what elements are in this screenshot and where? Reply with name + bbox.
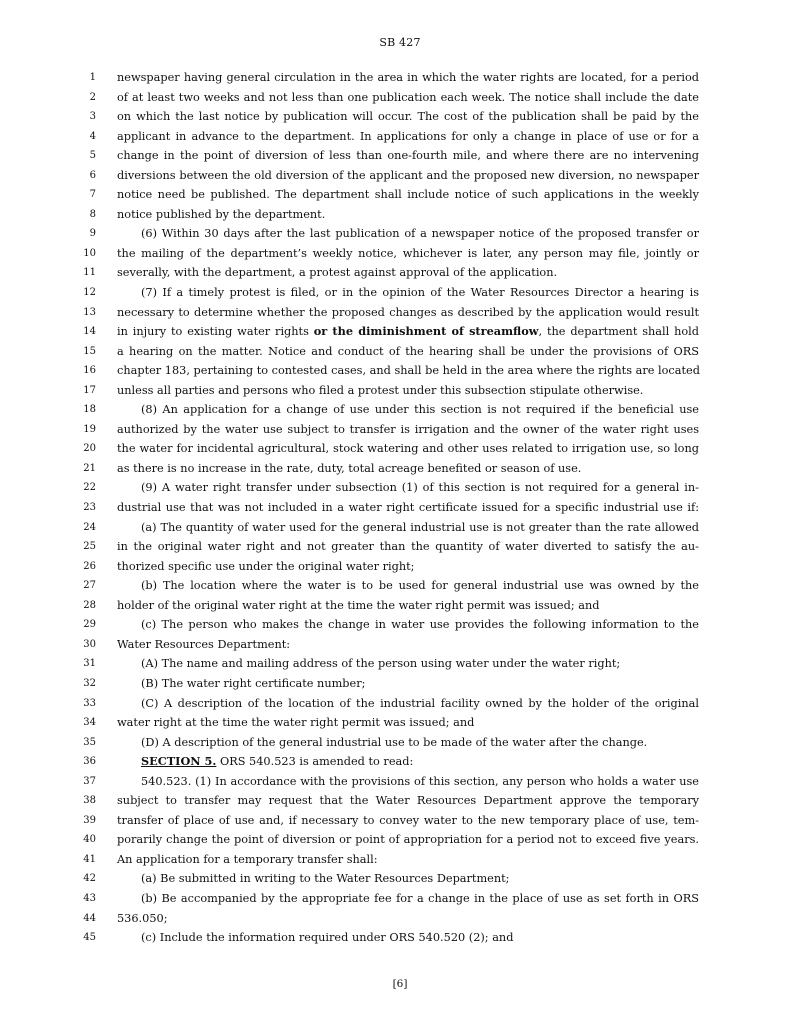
line-number: 9 bbox=[89, 228, 96, 240]
text-line bbox=[0, 615, 800, 635]
line-text: subject to transfer may request that the Water Resources Department approve the temporary bbox=[117, 794, 699, 808]
text-line bbox=[0, 322, 800, 342]
text-line bbox=[0, 850, 800, 870]
text-line bbox=[0, 166, 800, 186]
text-line bbox=[0, 576, 800, 596]
line-number: 40 bbox=[83, 834, 96, 846]
line-text: (c) Include the information required under ORS 540.520 (2); and bbox=[141, 931, 514, 945]
text-segment: ORS 540.523 is amended to read: bbox=[216, 755, 414, 769]
text-line bbox=[0, 791, 800, 811]
emphasized-text: SECTION 5. bbox=[141, 754, 217, 769]
line-number: 4 bbox=[89, 130, 96, 142]
line-text: newspaper having general circulation in the area in which the water rights are located, for a period bbox=[117, 71, 699, 84]
line-number: 15 bbox=[83, 345, 96, 357]
line-text: diversions between the old diversion of the applicant and the proposed new diversion, no newspaper bbox=[117, 168, 699, 182]
line-number: 2 bbox=[89, 91, 96, 103]
text-line bbox=[0, 107, 800, 127]
line-text: of at least two weeks and not less than one publication each week. The notice shall include the date bbox=[117, 90, 699, 104]
text-line bbox=[0, 420, 800, 440]
text-line bbox=[0, 342, 800, 362]
line-text: dustrial use that was not included in a water right certificate issued for a specific industrial use if: bbox=[117, 501, 699, 515]
bill-text-body bbox=[0, 68, 800, 948]
line-number: 22 bbox=[83, 482, 96, 494]
line-text: notice published by the department. bbox=[117, 207, 326, 221]
line-text: 536.050; bbox=[117, 911, 168, 925]
text-line bbox=[0, 830, 800, 850]
text-line bbox=[0, 146, 800, 166]
text-line bbox=[0, 889, 800, 909]
line-number: 39 bbox=[83, 814, 96, 826]
line-text: severally, with the department, a protest against approval of the application. bbox=[117, 266, 558, 280]
text-line bbox=[0, 303, 800, 323]
line-number: 34 bbox=[83, 717, 96, 729]
line-text: (6) Within 30 days after the last publication of a newspaper notice of the proposed transfer or bbox=[141, 227, 699, 241]
text-line bbox=[0, 654, 800, 674]
text-line bbox=[0, 244, 800, 264]
text-line bbox=[0, 557, 800, 577]
text-line bbox=[0, 772, 800, 792]
line-number: 25 bbox=[83, 541, 96, 553]
line-text: (8) An application for a change of use under this section is not required if the beneficial use bbox=[141, 403, 699, 417]
line-number: 35 bbox=[83, 736, 96, 748]
line-text: in the original water right and not greater than the quantity of water diverted to satisfy the au- bbox=[117, 540, 699, 554]
line-text: necessary to determine whether the proposed changes as described by the application would result bbox=[117, 305, 699, 319]
text-line bbox=[0, 88, 800, 108]
line-text: (C) A description of the location of the industrial facility owned by the holder of the original bbox=[141, 696, 699, 710]
text-line bbox=[0, 733, 800, 753]
line-number: 43 bbox=[83, 892, 96, 904]
line-text: (a) Be submitted in writing to the Water Resources Department; bbox=[141, 872, 510, 886]
line-text: as there is no increase in the rate, duty, total acreage benefited or season of use. bbox=[117, 461, 582, 475]
line-text: porarily change the point of diversion or point of appropriation for a period not to exceed five years. bbox=[117, 833, 699, 847]
line-text: on which the last notice by publication will occur. The cost of the publication shall be paid by the bbox=[117, 110, 699, 124]
line-number: 19 bbox=[83, 423, 96, 435]
line-number: 1 bbox=[89, 72, 96, 83]
line-number: 10 bbox=[83, 247, 96, 259]
line-text: the mailing of the department’s weekly notice, whichever is later, any person may file, jointly or bbox=[117, 246, 699, 260]
line-number: 36 bbox=[83, 756, 96, 768]
line-number: 5 bbox=[89, 150, 96, 162]
line-number: 14 bbox=[83, 326, 96, 338]
line-number: 24 bbox=[83, 521, 96, 533]
line-number: 42 bbox=[83, 873, 96, 885]
text-line bbox=[0, 459, 800, 479]
line-text: (9) A water right transfer under subsection (1) of this section is not required for a general in- bbox=[141, 481, 699, 495]
text-line bbox=[0, 127, 800, 147]
text-line bbox=[0, 498, 800, 518]
line-number: 13 bbox=[83, 306, 96, 318]
line-text: applicant in advance to the department. In applications for only a change in place of use or for a bbox=[117, 129, 699, 143]
line-text: Water Resources Department: bbox=[117, 637, 291, 651]
line-number: 16 bbox=[83, 365, 96, 377]
text-line bbox=[0, 361, 800, 381]
line-text: unless all parties and persons who filed a protest under this subsection stipulate otherwise. bbox=[117, 383, 644, 397]
text-line bbox=[0, 263, 800, 283]
text-line bbox=[0, 381, 800, 401]
text-segment: in injury to existing water rights bbox=[117, 325, 314, 339]
text-line bbox=[0, 224, 800, 244]
line-number: 12 bbox=[83, 287, 96, 299]
line-number: 26 bbox=[83, 560, 96, 572]
line-text: authorized by the water use subject to transfer is irrigation and the owner of the water right uses bbox=[117, 422, 699, 436]
line-number: 31 bbox=[83, 658, 96, 670]
line-number: 37 bbox=[83, 775, 96, 787]
line-number: 30 bbox=[83, 638, 96, 650]
text-line bbox=[0, 205, 800, 225]
line-number: 11 bbox=[83, 267, 96, 279]
text-line bbox=[0, 635, 800, 655]
line-text: (c) The person who makes the change in water use provides the following information to the bbox=[141, 618, 699, 632]
text-line bbox=[0, 283, 800, 303]
line-text: transfer of place of use and, if necessary to convey water to the new temporary place of use, tem- bbox=[117, 813, 699, 827]
line-number: 20 bbox=[83, 443, 96, 455]
line-text: a hearing on the matter. Notice and conduct of the hearing shall be under the provisions of ORS bbox=[117, 344, 699, 358]
line-number: 21 bbox=[83, 462, 96, 474]
text-segment: , the department shall hold bbox=[538, 325, 699, 339]
line-number: 28 bbox=[83, 599, 96, 611]
text-line bbox=[0, 400, 800, 420]
line-number: 33 bbox=[83, 697, 96, 709]
line-number: 38 bbox=[83, 795, 96, 807]
line-text: chapter 183, pertaining to contested cases, and shall be held in the area where the rights are located bbox=[117, 364, 700, 378]
line-text: holder of the original water right at the time the water right permit was issued; and bbox=[117, 598, 600, 612]
line-text: (7) If a timely protest is filed, or in the opinion of the Water Resources Director a hearing is bbox=[141, 286, 699, 300]
line-number: 18 bbox=[83, 404, 96, 416]
line-text: thorized specific use under the original water right; bbox=[117, 559, 415, 573]
text-line bbox=[0, 694, 800, 714]
line-text: (a) The quantity of water used for the general industrial use is not greater than the rate allowed bbox=[141, 520, 699, 534]
line-number: 27 bbox=[83, 580, 96, 592]
line-number: 44 bbox=[83, 912, 96, 924]
line-number: 45 bbox=[83, 932, 96, 944]
line-text: the water for incidental agricultural, stock watering and other uses related to irrigation use, so long bbox=[117, 442, 699, 456]
text-line bbox=[0, 478, 800, 498]
text-line bbox=[0, 185, 800, 205]
line-text: (b) The location where the water is to be used for general industrial use was owned by the bbox=[141, 579, 699, 593]
text-line bbox=[0, 928, 800, 948]
line-number: 17 bbox=[83, 384, 96, 396]
text-line bbox=[0, 909, 800, 929]
line-text: notice need be published. The department shall include notice of such applications in the weekly bbox=[117, 188, 699, 202]
text-line bbox=[0, 869, 800, 889]
line-number: 8 bbox=[89, 208, 96, 220]
line-text: change in the point of diversion of less than one-fourth mile, and where there are no intervening bbox=[117, 149, 699, 163]
line-number: 3 bbox=[89, 111, 96, 123]
text-line bbox=[0, 713, 800, 733]
line-text: An application for a temporary transfer shall: bbox=[117, 852, 378, 866]
line-text: (B) The water right certificate number; bbox=[141, 676, 366, 690]
line-text: (D) A description of the general industrial use to be made of the water after the change. bbox=[141, 735, 648, 749]
text-line bbox=[0, 674, 800, 694]
line-text: (A) The name and mailing address of the person using water under the water right; bbox=[141, 657, 621, 671]
line-number: 6 bbox=[89, 169, 96, 181]
line-number: 41 bbox=[83, 853, 96, 865]
line-text bbox=[117, 322, 699, 342]
line-text: 540.523. (1) In accordance with the provisions of this section, any person who holds a water use bbox=[141, 774, 699, 788]
text-line bbox=[0, 537, 800, 557]
text-line bbox=[0, 518, 800, 538]
line-number: 29 bbox=[83, 619, 96, 631]
page-header: SB 427 bbox=[379, 36, 421, 49]
line-text: water right at the time the water right permit was issued; and bbox=[117, 716, 475, 730]
text-line bbox=[0, 752, 800, 772]
line-number: 23 bbox=[83, 502, 96, 514]
line-number: 32 bbox=[83, 677, 96, 689]
text-line bbox=[0, 68, 800, 88]
line-text: (b) Be accompanied by the appropriate fee for a change in the place of use as set forth in ORS bbox=[141, 891, 699, 905]
emphasized-text: or the diminishment of streamflow bbox=[313, 324, 539, 339]
line-number: 7 bbox=[89, 189, 96, 201]
text-line bbox=[0, 811, 800, 831]
text-line bbox=[0, 596, 800, 616]
text-line bbox=[0, 439, 800, 459]
line-text bbox=[141, 752, 699, 772]
page-number: [6] bbox=[392, 978, 408, 990]
